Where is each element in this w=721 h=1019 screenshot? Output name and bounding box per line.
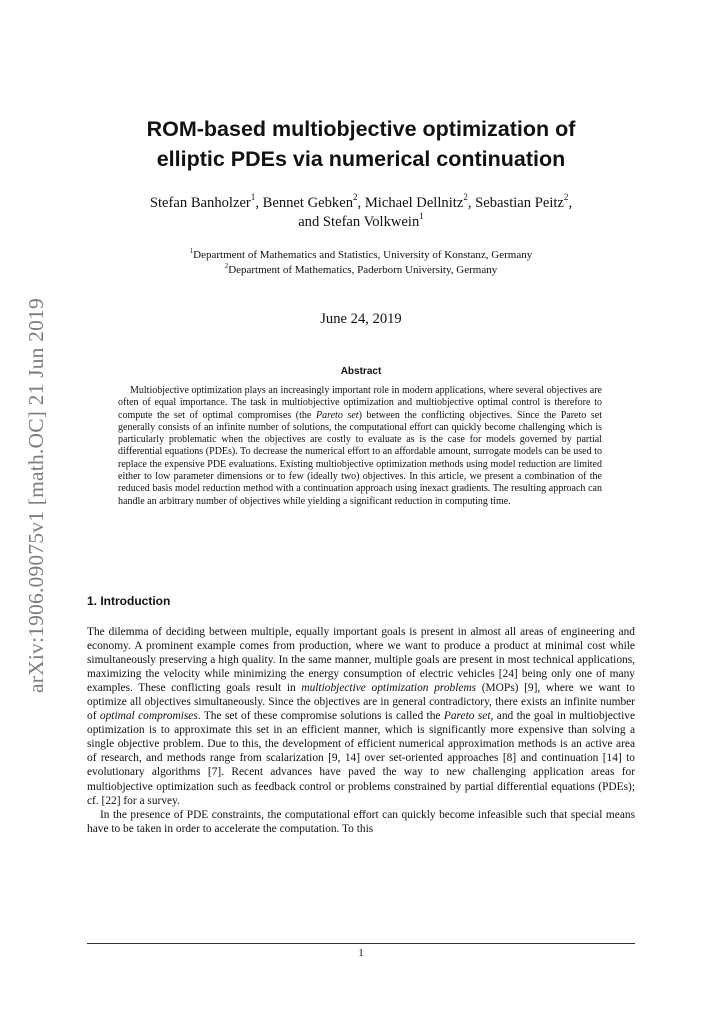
title-line-1: ROM-based multiobjective optimization of [146, 117, 576, 141]
emphasis-term: Pareto set [443, 710, 491, 723]
abstract-heading: Abstract [340, 366, 382, 377]
paragraph-text: The dilemma of deciding between multiple, equally important goals is present in almost all areas of engineering and economy. A prominent example comes from production, where we want to produce a product at minimal cost while simultaneously preserving a high quality. In the same manner, multiple goals are present in most technical applications, maximizing the velocity while minimizing the energy consumption of electric vehicles [24] being only one of many examples. These conflicting goals result in [87, 626, 635, 695]
paragraph-text: (MOPs) [9], where we want to optimize all objectives simultaneously. Since the objectives are in general contradictory, there exists an infinite number of [87, 682, 635, 723]
author-list: Stefan Banholzer$^1$, Bennet Gebken$^2$, Michael Dellnitz$^2$, Sebastian Peitz$^2$, and Stefan Volkwein$^1$ [149, 192, 573, 230]
affiliation-marker: 1 [189, 247, 194, 255]
author-name: Michael Dellnitz [364, 195, 464, 211]
title-line-2: elliptic PDEs via numerical continuation [156, 147, 566, 171]
affiliation-marker: 1 [250, 192, 256, 203]
paragraph [87, 625, 635, 808]
author-separator: , [357, 195, 365, 211]
abstract-text [118, 385, 602, 508]
abstract-text-part: Multiobjective optimization plays an increasingly important role in modern applications, where several objectives are often of equal importance. The task in multiobjective optimization and multiobjective optimal control is therefore to compute the set of optimal compromises (the [118, 385, 602, 421]
abstract-text-part: ) between the conflicting objectives. Since the Pareto set generally consists of an infinite number of solutions, the computational effort can quickly become challenging which is particularly problematic when the objectives are costly to evaluate as is the case for models governed by partial differential equations (PDEs). To decrease the numerical effort to an affordable amount, surrogate models can be used to replace the expensive PDE evaluations. Existing multiobjective optimization methods using model reduction are limited either to low parameter dimensions or to few (ideally two) objectives. In this article, we present a combination of the reduced basis model reduction method with a continuation approach using inexact gradients. The resulting approach can handle an arbitrary number of objectives while yielding a significant reduction in computing time. [118, 409, 602, 507]
abstract-emphasis: Pareto set [315, 409, 359, 421]
section-heading-introduction: 1. Introduction [87, 594, 171, 608]
page-number: 1 [358, 947, 364, 959]
author-name: Bennet Gebken [262, 195, 353, 211]
affiliation-marker: 1 [419, 211, 424, 222]
paper-title [80, 114, 642, 174]
arxiv-identifier-stamp [15, 297, 57, 693]
affiliation-marker: 2 [353, 192, 358, 203]
affiliation-marker: 2 [463, 192, 468, 203]
affiliation-list [80, 248, 642, 278]
paragraph-text: In the presence of PDE constraints, the computational effort can quickly become infeasible such that special means have to be taken in order to accelerate the computation. To this [87, 808, 635, 835]
author-separator: , [467, 195, 476, 211]
affiliation-marker: 2 [224, 262, 229, 270]
author-separator: , [255, 195, 263, 211]
emphasis-term: multiobjective optimization problems [301, 682, 477, 695]
affiliation-item [80, 248, 642, 263]
arxiv-identifier-text: arXiv:1906.09075v1 [math.OC] 21 Jun 2019 [23, 297, 48, 693]
affiliation-item [80, 263, 642, 278]
paragraph-text: . The set of these compromise solutions is called the [197, 710, 444, 723]
emphasis-term: optimal compromises [99, 710, 198, 723]
publication-date: June 24, 2019 [320, 311, 402, 327]
footer-rule [87, 943, 635, 944]
affiliation-text: Department of Mathematics, Paderborn University, Germany [228, 264, 498, 276]
author-name: Stefan Volkwein [322, 214, 420, 230]
paragraph [87, 808, 635, 836]
author-conjunction: and [298, 214, 323, 230]
author-name: Sebastian Peitz [475, 195, 564, 211]
affiliation-text: Department of Mathematics and Statistics, University of Konstanz, Germany [193, 249, 533, 261]
author-name: Stefan Banholzer [149, 195, 251, 211]
introduction-body [87, 625, 635, 836]
paragraph-text: , and the goal in multiobjective optimization is to approximate this set in an efficient manner, which is significantly more expensive than solving a single objective problem. Due to this, the development of efficient numerical approximation methods is an active area of research, and methods range from scalarization [9, 14] over set-oriented approaches [8] and continuation [14] to evolutionary algorithms [7]. Recent advances have paved the way to new challenging application areas for multiobjective optimization such as feedback control or problems constrained by partial differential equations (PDEs); cf. [22] for a survey. [87, 710, 636, 807]
affiliation-marker: 2 [563, 192, 569, 203]
